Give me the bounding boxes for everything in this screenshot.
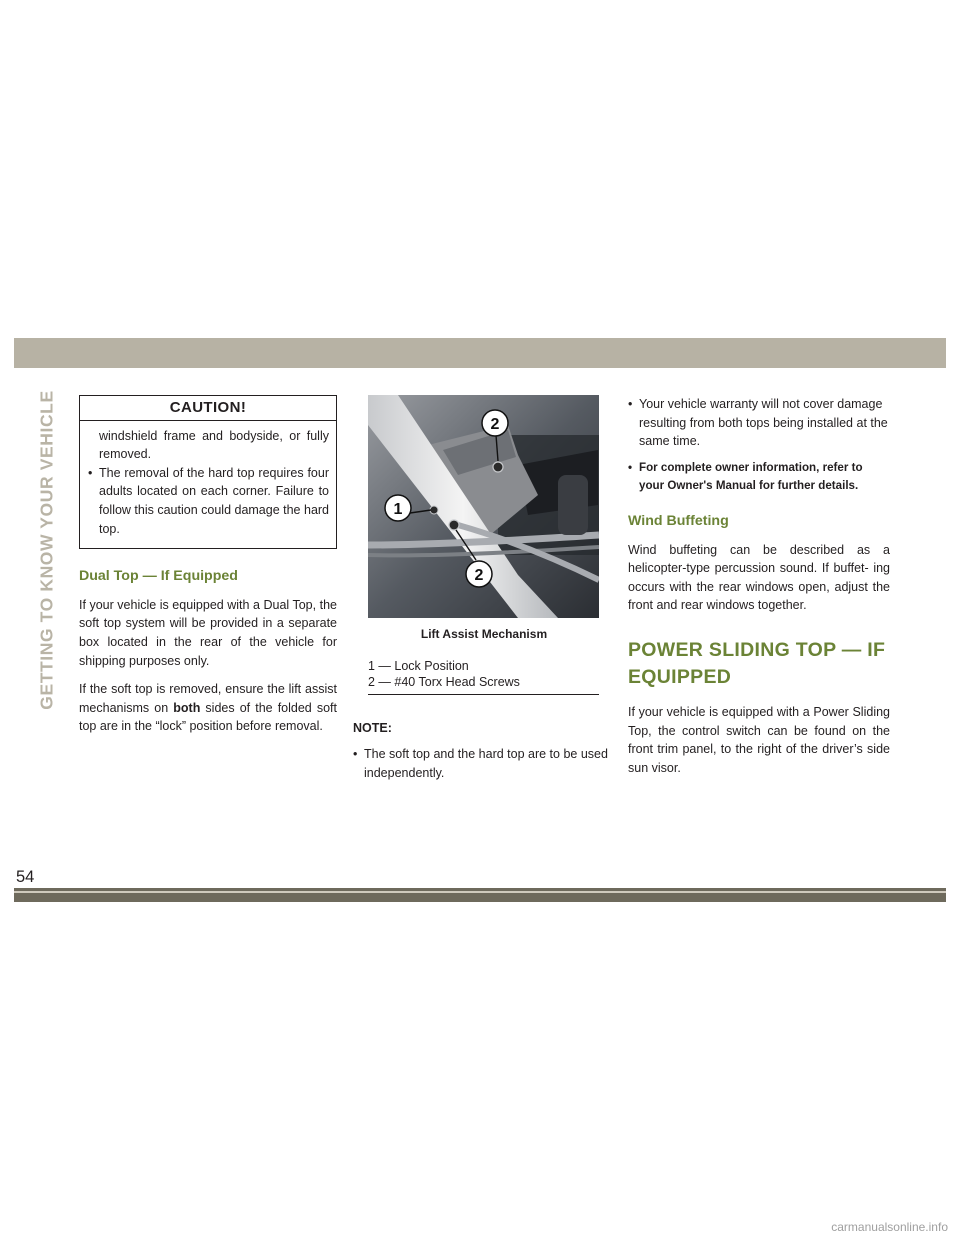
caution-box xyxy=(79,395,337,549)
header-band xyxy=(14,338,946,368)
side-tab-label: GETTING TO KNOW YOUR VEHICLE xyxy=(36,390,57,710)
owner-manual-bullet: • For complete owner information, refer to your Owner's Manual for further details. xyxy=(628,460,863,493)
section-side-tab xyxy=(34,390,60,710)
column-right xyxy=(628,395,890,787)
lift-assist-illustration xyxy=(368,395,599,618)
svg-text:2: 2 xyxy=(474,567,484,584)
column-middle xyxy=(353,395,615,782)
footer-band xyxy=(14,888,946,902)
callout-2-top xyxy=(482,410,508,436)
caution-body xyxy=(80,421,336,549)
lift-assist-photo xyxy=(368,395,599,618)
dual-top-paragraph-2: If the soft top is removed, ensure the lift assist mechanisms on both sides of the folded soft top are in the “lock” position before removal. xyxy=(79,682,337,734)
caution-continued-text: windshield frame and bodyside, or fully removed. xyxy=(99,428,329,462)
wind-buffeting-text: Wind buffeting can be described as a helicopter-type percussion sound. If buffet- ing occurs with the rear windows open, adjust the front and rear windows together. xyxy=(628,542,890,613)
legend-item: 1 — Lock Position xyxy=(368,658,469,673)
power-sliding-top-heading: POWER SLIDING TOP — IF EQUIPPED xyxy=(628,638,886,688)
caution-bullet: • The removal of the hard top requires four adults located on each corner. Failure to follow this caution could damage the hard top. xyxy=(88,465,330,536)
legend-item: 2 — #40 Torx Head Screws xyxy=(368,674,520,689)
svg-text:1: 1 xyxy=(393,501,403,518)
dual-top-heading: Dual Top — If Equipped xyxy=(79,568,238,585)
note-bullet: • Your vehicle warranty will not cover damage resulting from both tops being installed at the same time. xyxy=(628,397,888,449)
wind-buffeting-heading: Wind Buffeting xyxy=(628,512,729,529)
dual-top-paragraph-1: If your vehicle is equipped with a Dual Top, the soft top system will be provided in a separate box located in the rear of the vehicle for shipping purposes only. xyxy=(79,597,337,668)
callout-1 xyxy=(385,495,411,521)
note-label: NOTE: xyxy=(353,720,392,735)
caution-title: CAUTION! xyxy=(80,396,336,421)
page-number: 54 xyxy=(16,868,35,886)
column-left xyxy=(79,395,337,746)
watermark: carmanualsonline.info xyxy=(831,1220,948,1234)
figure-legend xyxy=(368,658,599,695)
note-bullet: • The soft top and the hard top are to be used independently. xyxy=(353,747,608,780)
power-sliding-top-text: If your vehicle is equipped with a Power Sliding Top, the control switch can be found on the front trim panel, to the right of the driver’s side sun visor. xyxy=(628,704,890,775)
callout-2-bottom xyxy=(466,561,492,587)
figure-caption: Lift Assist Mechanism xyxy=(420,627,548,641)
svg-text:2: 2 xyxy=(490,416,500,433)
